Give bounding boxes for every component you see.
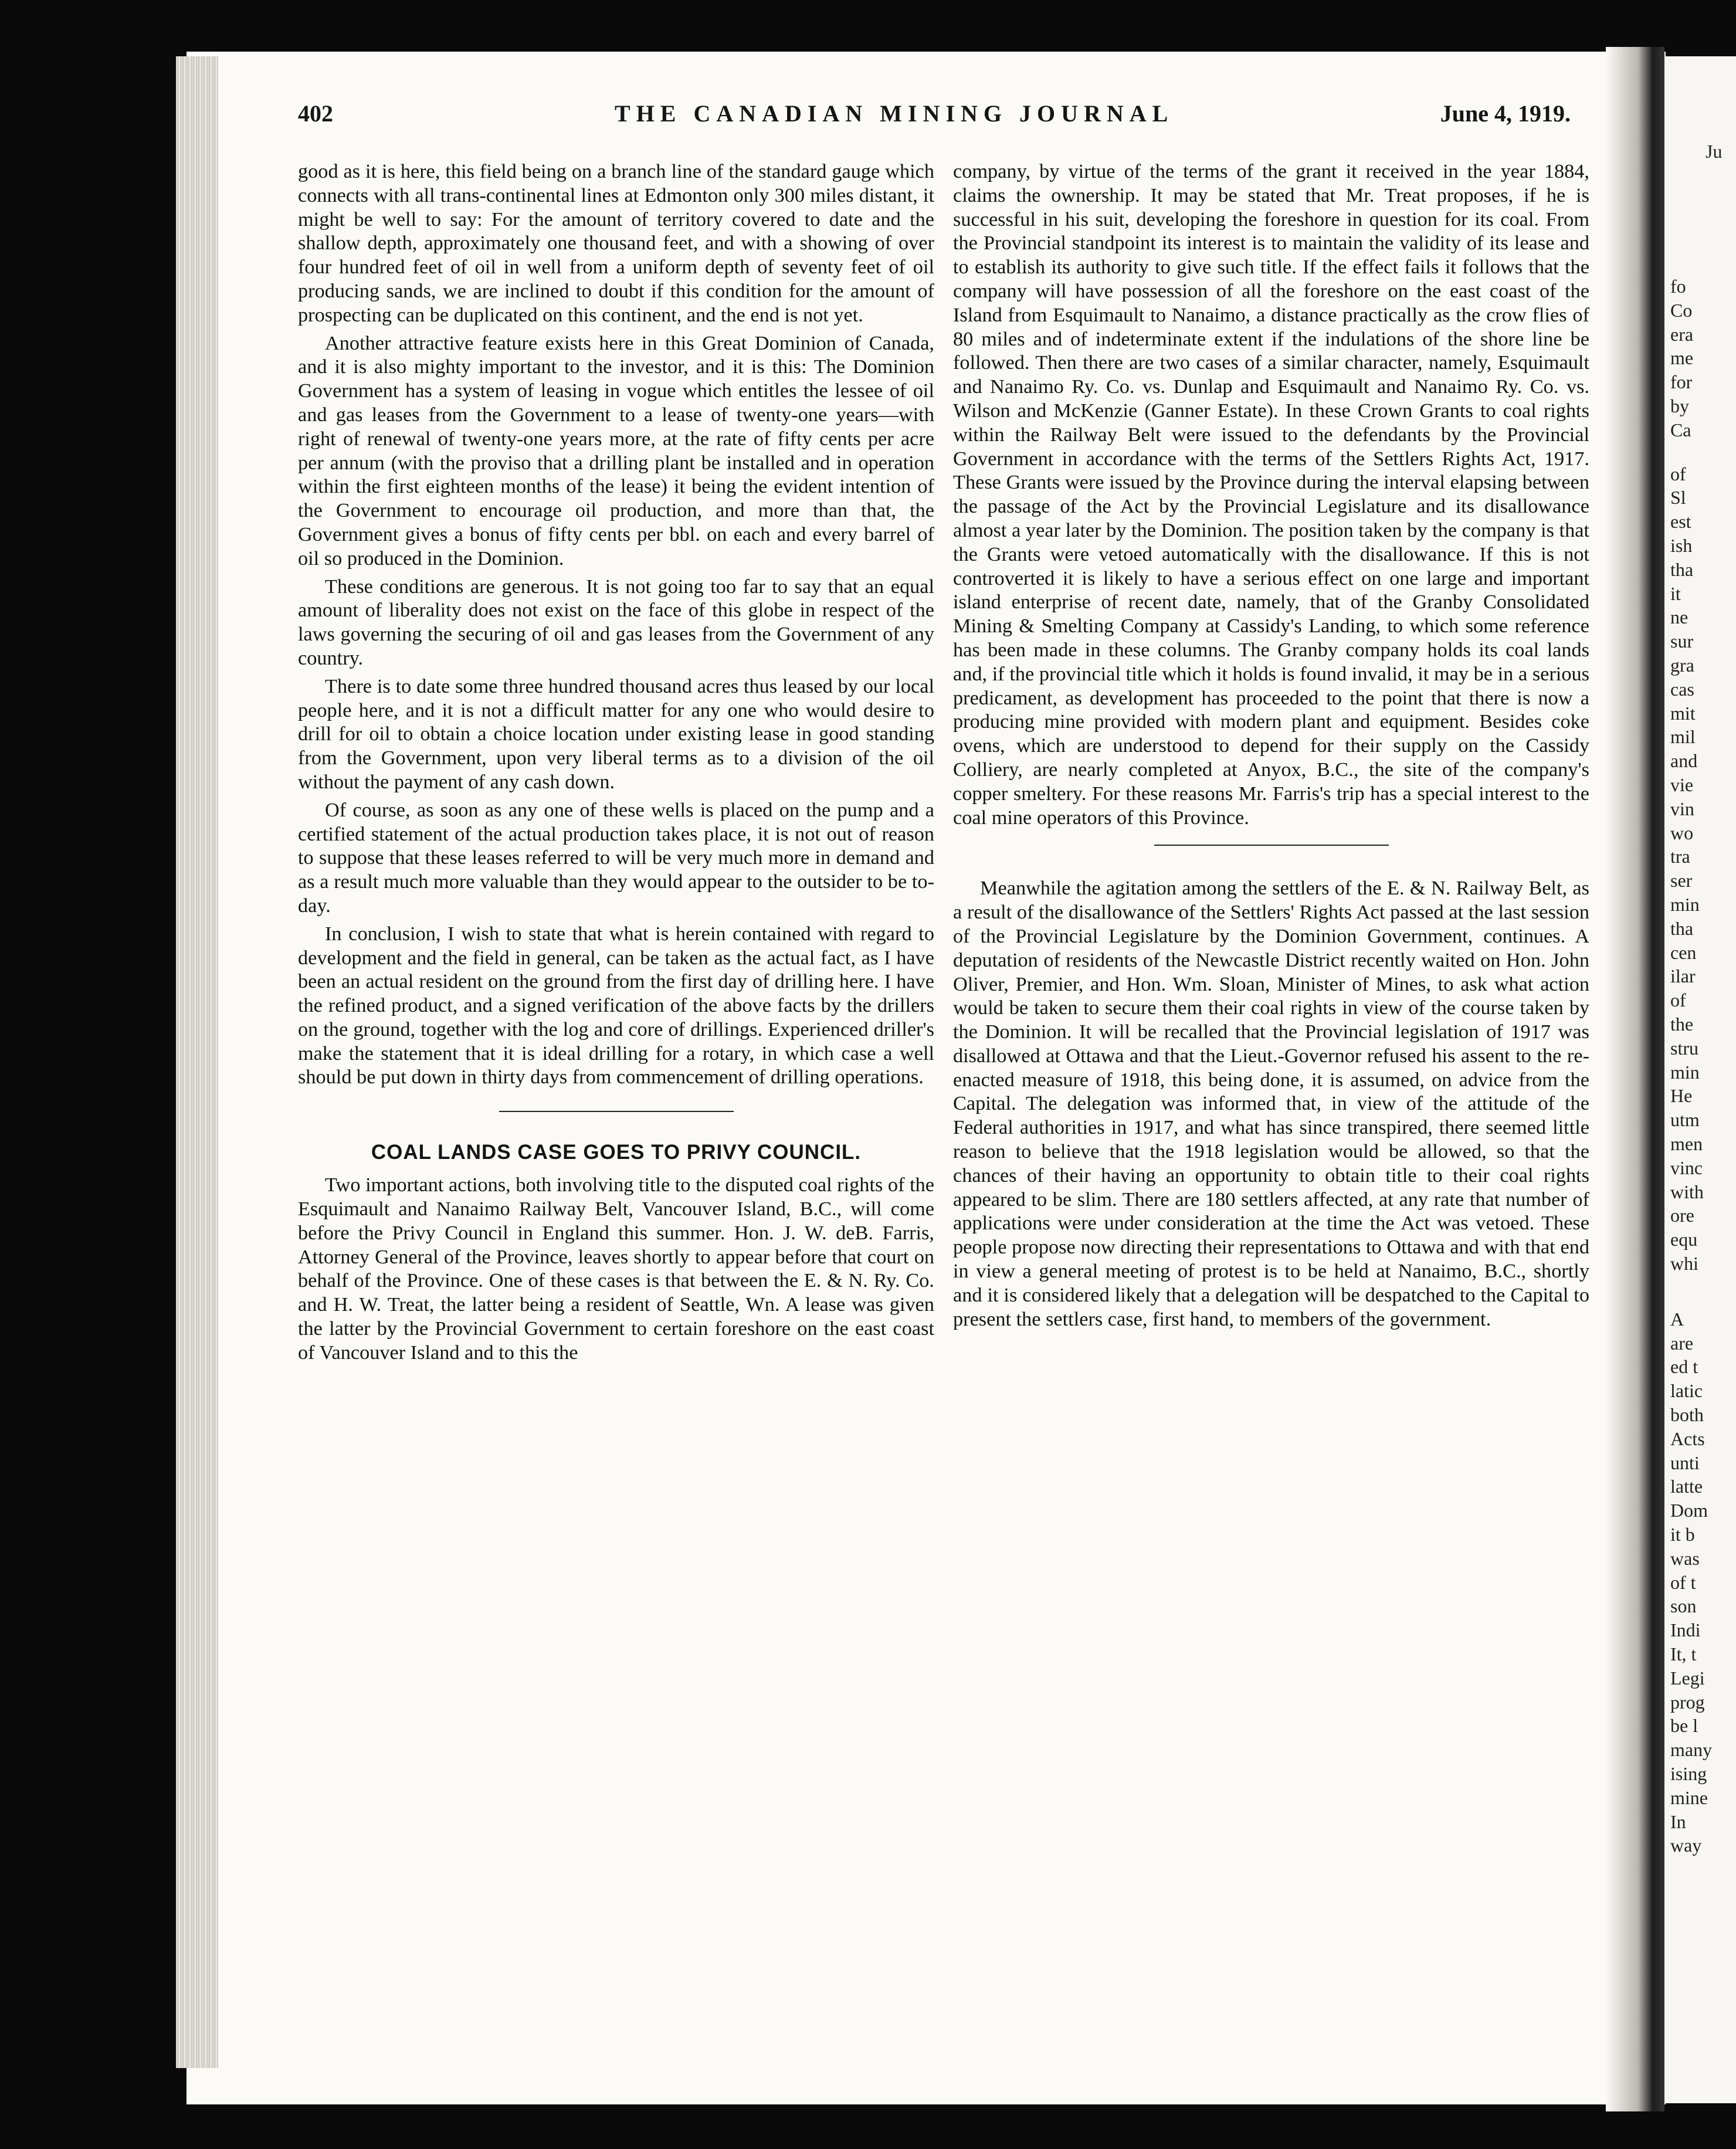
adjacent-page-fragment: and: [1670, 750, 1698, 772]
adjacent-page-fragment: equ: [1670, 1229, 1698, 1250]
adjacent-page-fragment: men: [1670, 1133, 1703, 1154]
adjacent-page-fragment: min: [1670, 1061, 1700, 1083]
adjacent-page-fragment: whi: [1670, 1253, 1698, 1274]
adjacent-page-fragment: son: [1670, 1595, 1697, 1617]
paragraph: Meanwhile the agitation among the settlers of the E. & N. Railway Belt, as a result of the disallowance of the Settlers' Rights Act passed at the last session of the Provincial Legislature by the Dominion Government, continues. A deputation of residents of the Newcastle District recently waited on Hon. John Oliver, Premier, and Hon. Wm. Sloan, Minister of Mines, to ask what action would be taken to secure them their coal rights in view of the course taken by the Dominion. It will be recalled that the Provincial legislation of 1917 was disallowed at Ottawa and that the Lieut.-Governor refused his assent to the re-enacted measure of 1918, this being done, it is assumed, on advice from the Capital. The delegation was informed that, in view of the attitude of the Federal authorities in 1917, and what has since transpired, there seemed little reason to believe that the 1918 legislation would be allowed, so that the chances of their having an opportunity to obtain title to their coal rights appeared to be slim. There are 180 settlers affected, at any rate that number of applications were under consideration at the time the Act was vetoed. These people propose now directing their representations to Ottawa and with that end in view a general meeting of protest is to be held at Nanaimo, B.C., shortly and it is considered likely that a delegation will be despatched to the Capital to present the settlers case, first hand, to members of the government.: [953, 877, 1589, 1330]
page-number: 402: [298, 100, 333, 127]
section-divider: [499, 1111, 734, 1112]
adjacent-page-fragment: be l: [1670, 1715, 1698, 1737]
paragraph: Of course, as soon as any one of these wells is placed on the pump and a certified statement of the actual production takes place, it is not out of reason to suppose that these leases referred to will be very much more in demand and as a result much more valuable than they would appear to the outsider to be to-day.: [298, 798, 934, 917]
section-divider: [1154, 845, 1389, 846]
adjacent-page-fragment: ne: [1670, 606, 1688, 628]
adjacent-page-fragment: ilar: [1670, 965, 1696, 987]
adjacent-page-fragment: for: [1670, 371, 1693, 393]
adjacent-page-fragment: wo: [1670, 822, 1694, 843]
adjacent-page-fragment: prog: [1670, 1691, 1705, 1713]
adjacent-page-fragment: Acts: [1670, 1428, 1705, 1449]
adjacent-page-fragment: ed t: [1670, 1356, 1698, 1378]
adjacent-page-fragment: latte: [1670, 1476, 1703, 1497]
adjacent-page-fragment: Dom: [1670, 1500, 1708, 1521]
adjacent-page-fragment: Ju: [1706, 141, 1723, 162]
adjacent-page-fragment: est: [1670, 511, 1691, 533]
adjacent-page-fragment: cas: [1670, 678, 1694, 700]
adjacent-page-fragment: It, t: [1670, 1643, 1697, 1665]
left-column: [298, 160, 934, 1369]
adjacent-page-fragment: era: [1670, 323, 1694, 345]
adjacent-page: [1664, 56, 1736, 2103]
adjacent-page-fragment: of t: [1670, 1571, 1696, 1593]
adjacent-page-fragment: Ca: [1670, 419, 1691, 440]
adjacent-page-fragment: tra: [1670, 846, 1690, 867]
adjacent-page-fragment: Indi: [1670, 1619, 1701, 1641]
adjacent-page-fragment: both: [1670, 1404, 1704, 1425]
adjacent-page-fragment: the: [1670, 1014, 1694, 1035]
adjacent-page-fragment: Legi: [1670, 1667, 1705, 1689]
adjacent-page-fragment: by: [1670, 395, 1689, 416]
adjacent-page-fragment: mil: [1670, 726, 1696, 748]
paragraph: company, by virtue of the terms of the grant it received in the year 1884, claims the ownership. It may be stated that Mr. Treat proposes, if he is successful in his suit, developing the foreshore in question for its coal. From the Provincial standpoint its interest is to maintain the validity of its lease and to establish its authority to give such title. If the effect fails it follows that the company will have possession of all the foreshore on the east coast of the Island from Esquimault to Nanaimo, a distance practically as the crow flies of 80 miles and of indeterminate extent if the indulations of the shore line be followed. Then there are two cases of a similar character, namely, Esquimault and Nanaimo Ry. Co. vs. Dunlap and Esquimault and Nanaimo Ry. Co. vs. Wilson and McKenzie (Ganner Estate). In these Crown Grants to coal rights within the Railway Belt were issued to the defendants by the Provincial Government in accordance with the terms of the Settlers Rights Act, 1917. These Grants were issued by the Province during the interval elapsing between the passage of the Act by the Provincial Legislature and its disallowance almost a year later by the Dominion. The position taken by the company is that the Grants were vetoed automatically with the disallowance. If this is not controverted it is likely to have a serious effect on one large and important island enterprise of recent date, namely, that of the Granby Consolidated Mining & Smelting Company at Cassidy's Landing, to which some reference has been made in these columns. The Granby company holds its coal lands and, if the provincial title which it holds is found invalid, it may be in a serious predicament, as development has proceeded to the point that there is now a producing mine provided with modern plant and equipment. Besides coke ovens, which are understood to depend for their supply on the Cassidy Colliery, are nearly completed at Anyox, B.C., the site of the company's copper smeltery. For these reasons Mr. Farris's trip has a special interest to the coal mine operators of this Province.: [953, 160, 1589, 829]
issue-date: June 4, 1919.: [1440, 100, 1571, 127]
adjacent-page-fragment: of: [1670, 989, 1686, 1011]
adjacent-page-fragment: Sl: [1670, 487, 1686, 509]
page-gutter-shadow: [1606, 47, 1664, 2111]
adjacent-page-fragment: A: [1670, 1308, 1684, 1330]
paragraph: Two important actions, both involving title to the disputed coal rights of the Esquimault and Nanaimo Railway Belt, Vancouver Island, B.C., will come before the Privy Council in England this summer. Hon. J. W. deB. Farris, Attorney General of the Province, leaves shortly to appear before that court on behalf of the Province. One of these cases is that between the E. & N. Ry. Co. and H. W. Treat, the latter being a resident of Seattle, Wn. A lease was given the latter by the Provincial Government to certain foreshore on the east coast of Vancouver Island and to this the: [298, 1174, 934, 1364]
adjacent-page-fragment: In: [1670, 1811, 1686, 1832]
adjacent-page-fragment: He: [1670, 1085, 1693, 1107]
adjacent-page-fragment: me: [1670, 347, 1694, 369]
running-header: [298, 100, 1571, 135]
adjacent-page-fragment: ish: [1670, 535, 1693, 556]
adjacent-page-fragment: of: [1670, 463, 1686, 484]
adjacent-page-fragment: stru: [1670, 1037, 1698, 1059]
adjacent-page-fragment: many: [1670, 1739, 1713, 1761]
adjacent-page-fragment: was: [1670, 1547, 1700, 1569]
adjacent-page-fragment: with: [1670, 1181, 1704, 1202]
adjacent-page-fragment: tha: [1670, 558, 1694, 580]
adjacent-page-fragment: ising: [1670, 1763, 1707, 1784]
adjacent-page-fragment: unti: [1670, 1452, 1700, 1473]
adjacent-page-fragment: ser: [1670, 870, 1693, 892]
stacked-page-edges: [176, 56, 218, 2068]
adjacent-page-fragment: way: [1670, 1835, 1702, 1856]
adjacent-page-fragment: gra: [1670, 655, 1694, 676]
adjacent-page-fragment: vie: [1670, 774, 1694, 795]
adjacent-page-fragment: cen: [1670, 941, 1697, 963]
journal-title: THE CANADIAN MINING JOURNAL: [615, 100, 1174, 127]
adjacent-page-fragment: tha: [1670, 917, 1694, 939]
paragraph: These conditions are generous. It is not going too far to say that an equal amount of liberality does not exist on the face of this globe in respect of the laws governing the securing of oil and gas leases from the Government of any country.: [298, 575, 934, 669]
article-headline: COAL LANDS CASE GOES TO PRIVY COUNCIL.: [371, 1141, 862, 1164]
paragraph: Another attractive feature exists here in this Great Dominion of Canada, and it is also mighty important to the investor, and it is this: The Dominion Government has a system of leasing in vogue which entitles the lessee of oil and gas leases from the Government to a lease of twenty-one years—with right of renewal of twenty-one years more, at the rate of fifty cents per acre per annum (with the proviso that a drilling plant be installed and in operation within the first eighteen months of the lease) it being the evident intention of the Government to encourage oil production, and more than that, the Government gives a bonus of fifty cents per bbl. on each and every barrel of oil so produced in the Dominion.: [298, 331, 934, 570]
adjacent-page-fragment: latic: [1670, 1380, 1703, 1402]
adjacent-page-fragment: vin: [1670, 798, 1694, 819]
adjacent-page-fragment: mit: [1670, 702, 1696, 724]
paragraph: There is to date some three hundred thousand acres thus leased by our local people here, and it is not a difficult matter for any one who would desire to drill for oil to obtain a choice location under existing lease in good standing from the Government, upon very liberal terms as to a division of the oil without the payment of any cash down.: [298, 674, 934, 793]
adjacent-page-fragment: sur: [1670, 631, 1694, 652]
right-column: [953, 160, 1589, 1335]
paragraph: good as it is here, this field being on a branch line of the standard gauge which connects with all trans-continental lines at Edmonton only 300 miles distant, it might be well to say: For the amount of territory covered to date and the shallow depth, approximately one thousand feet, and with a showing of over four hundred feet of oil in well from a uniform depth of seventy feet of oil producing sands, we are inclined to doubt if this condition for the amount of prospecting can be duplicated on this continent, and the end is not yet.: [298, 160, 934, 326]
adjacent-page-fragment: it: [1670, 582, 1681, 604]
adjacent-page-fragment: fo: [1670, 276, 1686, 297]
adjacent-page-fragment: Co: [1670, 299, 1693, 321]
adjacent-page-fragment: utm: [1670, 1109, 1700, 1131]
adjacent-page-fragment: are: [1670, 1332, 1694, 1354]
adjacent-page-fragment: mine: [1670, 1787, 1708, 1808]
adjacent-page-fragment: ore: [1670, 1205, 1694, 1226]
adjacent-page-fragment: min: [1670, 894, 1700, 915]
adjacent-page-fragment: it b: [1670, 1524, 1695, 1545]
adjacent-page-fragment: vinc: [1670, 1157, 1703, 1178]
paragraph: In conclusion, I wish to state that what is herein contained with regard to development and the field in general, can be taken as the actual fact, as I have been an actual resident on the ground from the first day of drilling here. I have the refined product, and a signed verification of the above facts by the drillers on the ground, together with the log and core of drillings. Experienced driller's make the statement that it is ideal drilling for a rotary, in which case a well should be put down in thirty days from commencement of drilling operations.: [298, 922, 934, 1089]
